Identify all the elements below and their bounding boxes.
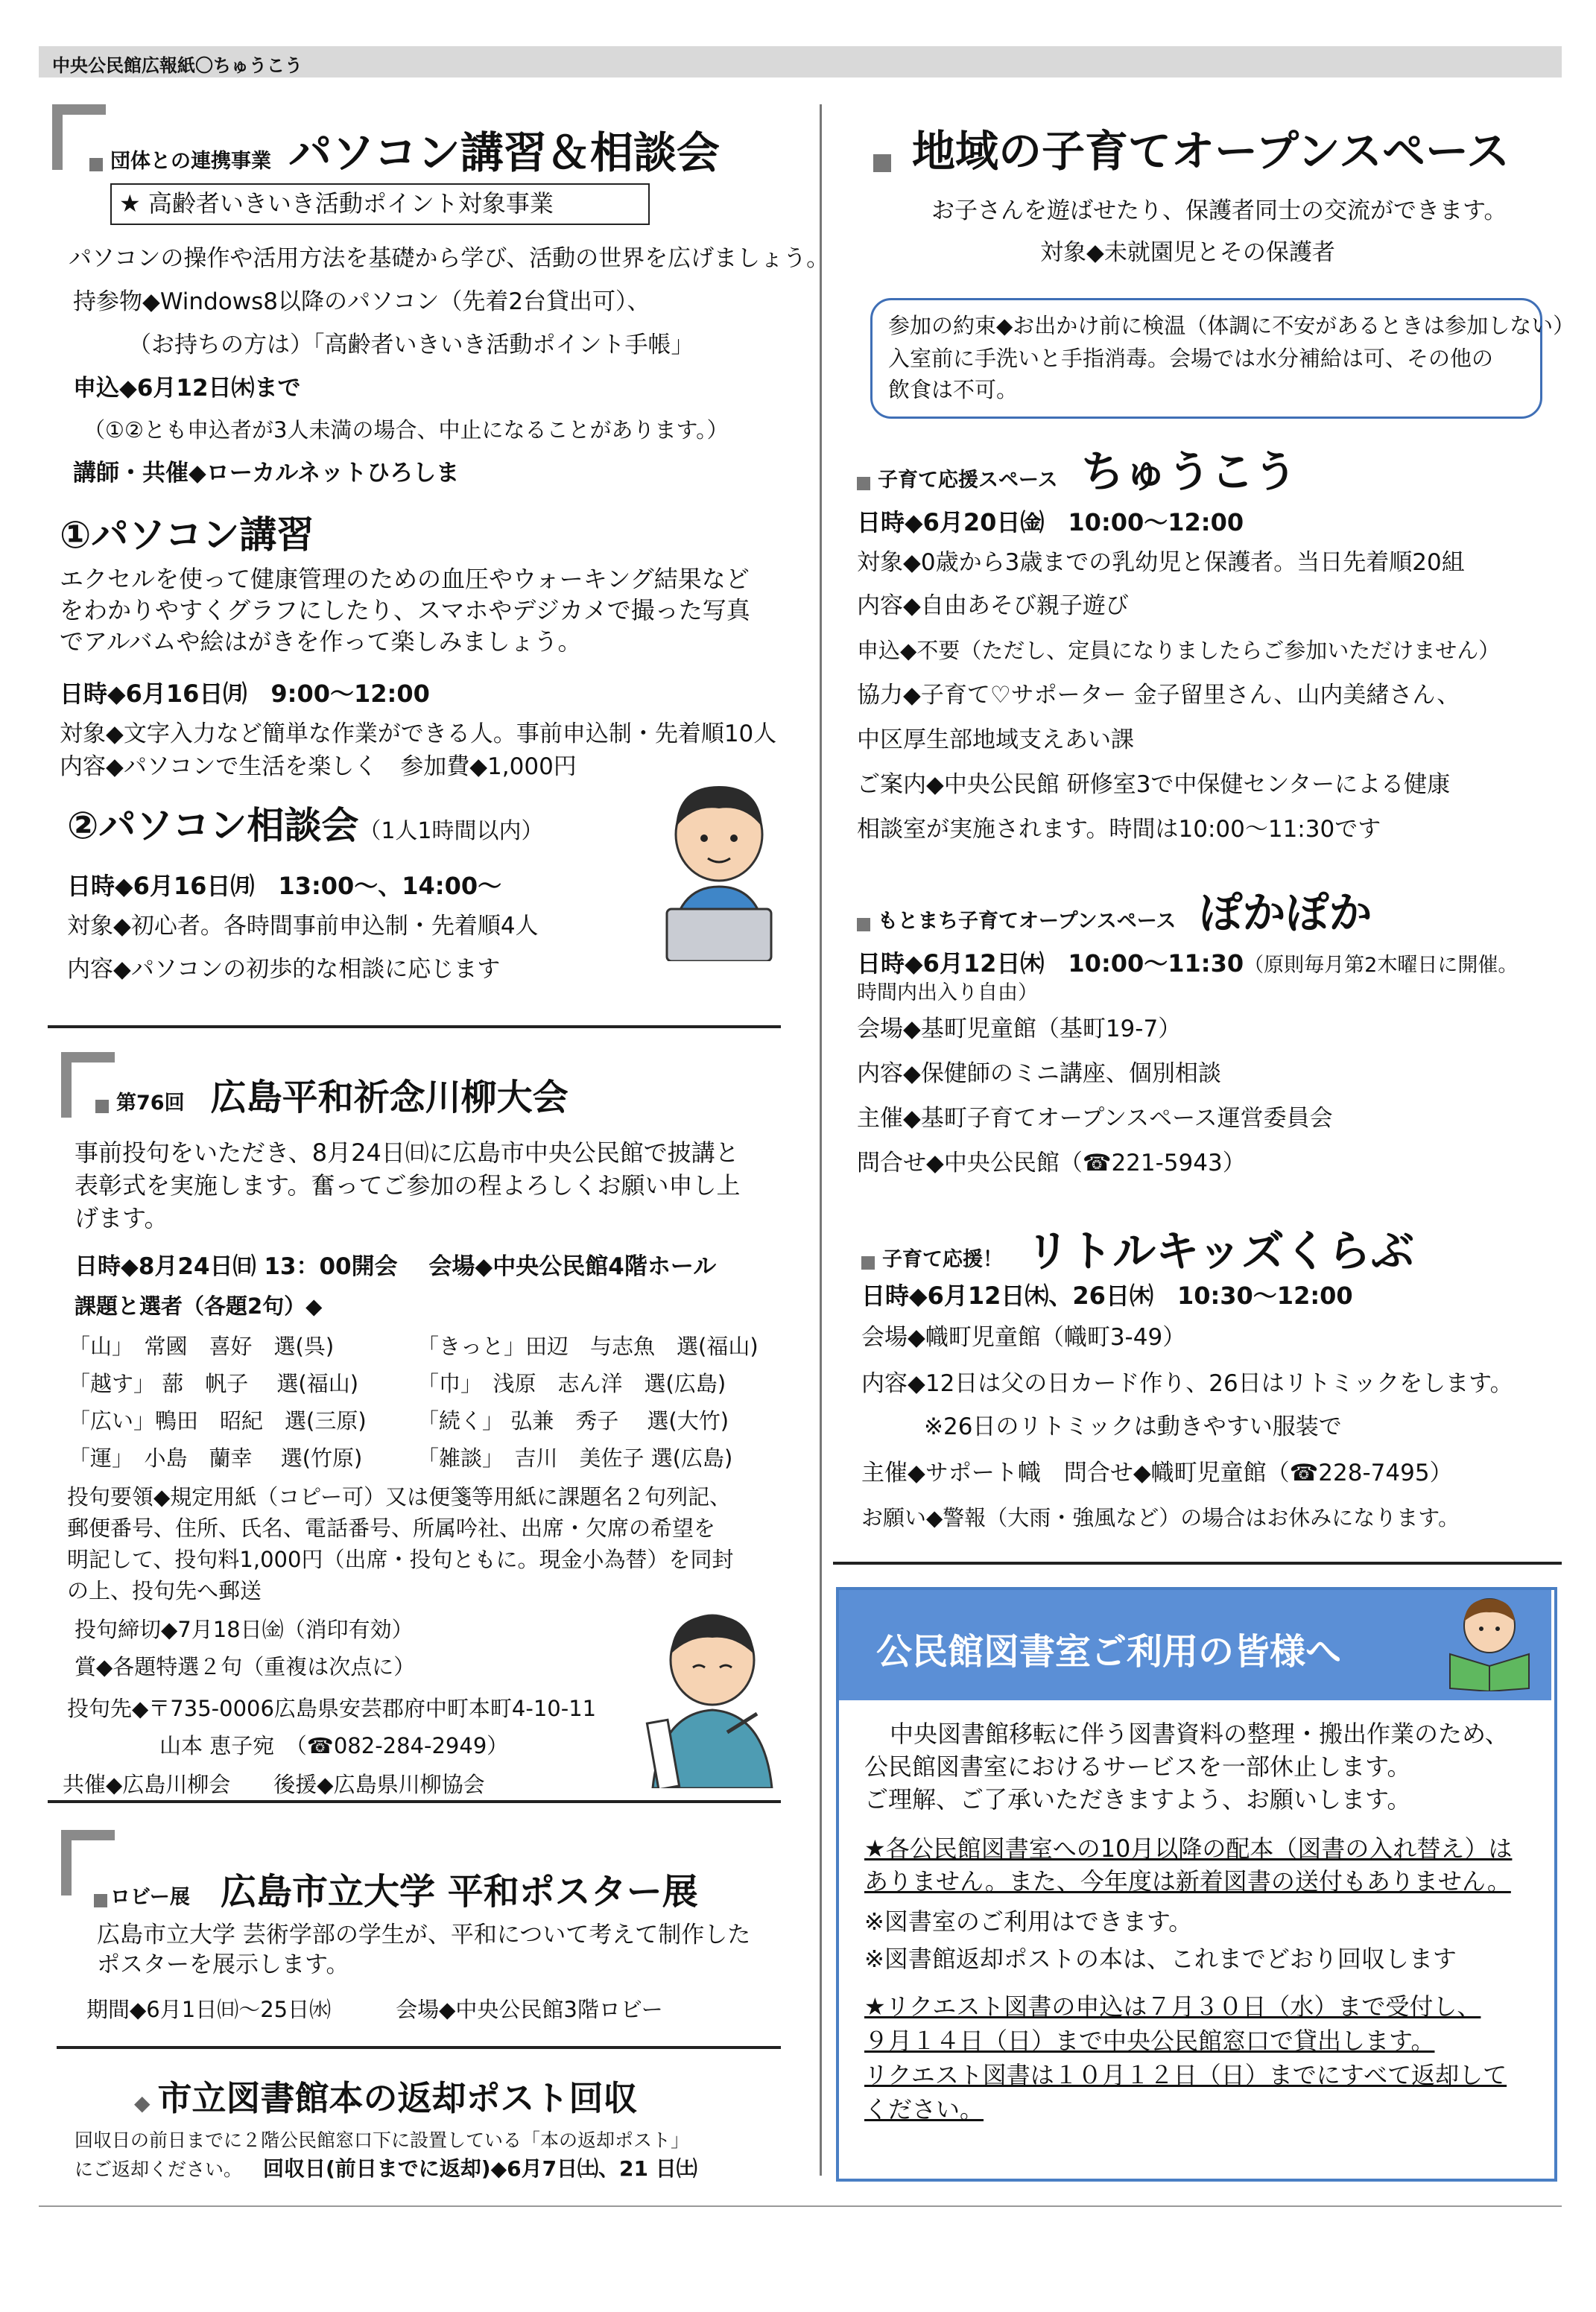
library-request3: リクエスト図書は１０月１２日（日）までにすべて返却して	[864, 2061, 1507, 2089]
square-bullet-icon	[873, 154, 891, 172]
little-heading	[861, 1216, 1414, 1279]
person-with-laptop-illustration	[656, 775, 782, 961]
library-request4: ください。	[864, 2095, 984, 2123]
pc-course1-target: 対象◆文字入力など簡単な作業ができる人。事前申込制・先着順10人	[60, 720, 777, 747]
square-bullet-icon	[94, 1894, 107, 1907]
section-rule	[57, 2046, 781, 2049]
poster-title: 広島市立大学 平和ポスター展	[221, 1871, 698, 1913]
chuko-guide2: 相談室が実施されます。時間は10:00～11:30です	[857, 816, 1381, 843]
pc-badge	[110, 183, 650, 225]
poster-desc1: 広島市立大学 芸術学部の学生が、平和について考えて制作した	[97, 1922, 751, 1948]
pc-tag: 団体との連携事業	[110, 150, 271, 173]
header-bar	[39, 46, 1562, 77]
chuko-title: ちゅうこう	[1080, 446, 1297, 497]
pc-course1-desc2: をわかりやすくグラフにしたり、スマホやデジカメで撮った写真	[60, 596, 750, 624]
square-bullet-icon	[95, 1100, 109, 1113]
returnpost-line2	[75, 2156, 697, 2182]
newsletter-title: 中央公民館広報紙〇ちゅうこう	[52, 55, 303, 76]
pokapoka-heading	[857, 878, 1372, 940]
pc-course2-content: 内容◆パソコンの初歩的な相談に応じます	[67, 956, 501, 983]
kosodate-intro1: お子さんを遊ばせたり、保護者同士の交流ができます。	[931, 197, 1507, 224]
senryu-topics-head: 課題と選者（各題2句）◆	[75, 1293, 323, 1319]
pokapoka-tag: もとまち子育てオープンスペース	[878, 910, 1177, 933]
little-host: 主催◆サポート幟 問合せ◆幟町児童館（☎228-7495）	[861, 1460, 1453, 1486]
senryu-desc2: 表彰式を実施します。奮ってご参加の程よろしくお願い申し上	[75, 1171, 741, 1200]
little-note: ※26日のリトミックは動きやすい服装で	[924, 1413, 1342, 1440]
pc-title: パソコン講習＆相談会	[288, 127, 720, 178]
pc-course2-title: ②パソコン相談会	[67, 804, 359, 847]
chuko-heading	[857, 437, 1297, 499]
pokapoka-contact: 問合せ◆中央公民館（☎221-5943）	[857, 1150, 1246, 1176]
senryu-sponsor: 共催◆広島川柳会 後援◆広島県川柳協会	[63, 1772, 485, 1797]
library-p3: ご理解、ご了承いただきますよう、お願いします。	[864, 1785, 1411, 1814]
pc-course1-date: 日時◆6月16日㈪ 9:00～12:00	[60, 680, 430, 708]
section-rule	[48, 1025, 781, 1028]
square-bullet-icon	[861, 1256, 875, 1270]
pokapoka-host: 主催◆基町子育てオープンスペース運営委員会	[857, 1105, 1333, 1132]
senryu-deadline: 投句締切◆7月18日㈮（消印有効）	[75, 1617, 414, 1642]
senryu-tag: 第76回	[116, 1092, 185, 1115]
pc-course1-content: 内容◆パソコンで生活を楽しく 参加費◆1,000円	[60, 753, 577, 780]
pc-lecturer: 講師・共催◆ローカルネットひろしま	[73, 460, 460, 487]
senryu-topic-row: 「運」 小島 蘭幸 選(竹原)	[69, 1445, 363, 1471]
senryu-rules2: 郵便番号、住所、氏名、電話番号、所属吟社、出席・欠席の希望を	[67, 1516, 716, 1541]
pc-intro: パソコンの操作や活用方法を基礎から学び、活動の世界を広げましょう。	[69, 245, 830, 272]
senryu-title: 広島平和祈念川柳大会	[210, 1077, 569, 1118]
section-corner	[61, 1052, 94, 1118]
senryu-destination2: 山本 恵子宛 （☎082-284-2949）	[159, 1733, 509, 1758]
pokapoka-venue: 会場◆基町児童館（基町19-7）	[857, 1016, 1182, 1042]
little-tag: 子育て応援！	[882, 1248, 1003, 1271]
kosodate-rule3: 飲食は不可。	[888, 377, 1019, 402]
returnpost-heading	[134, 2071, 638, 2121]
pc-course1-desc3: でアルバムや絵はがきを作って楽しみましょう。	[60, 627, 582, 656]
pc-items-1: 持参物◆Windows8以降のパソコン（先着2台貸出可）、	[73, 288, 650, 315]
library-request1: ★リクエスト図書の申込は７月３０日（水）まで受付し、	[864, 1992, 1481, 2021]
senryu-prize: 賞◆各題特選２句（重複は次点に）	[75, 1654, 416, 1679]
pc-course1-title: ①パソコン講習	[60, 513, 314, 557]
poster-heading	[94, 1863, 698, 1914]
pc-badge-text: ★ 高齢者いきいき活動ポイント対象事業	[119, 189, 554, 218]
diamond-bullet-icon: ◆	[134, 2091, 151, 2115]
kosodate-title: 地域の子育てオープンスペース	[912, 126, 1510, 177]
kosodate-heading	[873, 116, 1510, 179]
chuko-tag: 子育て応援スペース	[878, 469, 1058, 492]
returnpost-title: 市立図書館本の返却ポスト回収	[157, 2078, 638, 2118]
senryu-destination1: 投句先◆〒735-0006広島県安芸郡府中町本町4-10-11	[67, 1696, 597, 1721]
senryu-topic-row: 「雑談」 吉川 美佐子 選(広島)	[417, 1445, 733, 1471]
kosodate-rule2: 入室前に手洗いと手指消毒。会場では水分補給は可、その他の	[888, 346, 1494, 371]
section-corner	[52, 104, 85, 170]
poster-period: 期間◆6月1日㈰～25日㈬ 会場◆中央公民館3階ロビー	[86, 1997, 663, 2022]
poster-desc2: ポスターを展示します。	[97, 1951, 349, 1978]
kosodate-intro2: 対象◆未就園児とその保護者	[1040, 239, 1335, 266]
library-suspend1a: ★各公民館図書室への10月以降の配本（図書の入れ替え）は	[864, 1834, 1513, 1863]
library-suspend1b: ありません。また、今年度は新着図書の送付もありません。	[864, 1867, 1511, 1895]
section-corner	[61, 1830, 94, 1895]
chuko-target: 対象◆0歳から3歳までの乳幼児と保護者。当日先着順20組	[857, 549, 1465, 576]
pc-items-2: （お持ちの方は）「高齢者いきいき活動ポイント手帳」	[128, 332, 694, 358]
square-bullet-icon	[857, 477, 870, 490]
senryu-desc3: げます。	[75, 1204, 168, 1232]
chuko-apply: 申込◆不要（ただし、定員になりましたらご参加いただけません）	[857, 638, 1501, 663]
pokapoka-date: 日時◆6月12日㈭ 10:00～11:30	[857, 949, 1244, 978]
little-title: リトルキッズくらぶ	[1026, 1226, 1414, 1276]
section-rule	[48, 1800, 781, 1803]
little-request: お願い◆警報（大雨・強風など）の場合はお休みになります。	[861, 1505, 1460, 1530]
pc-course2-note: （1人1時間以内）	[358, 818, 544, 844]
pc-course2-target: 対象◆初心者。各時間事前申込制・先着順4人	[67, 913, 539, 940]
returnpost-line2-text: にご返却ください。	[75, 2159, 243, 2180]
pc-course1-desc1: エクセルを使って健康管理のための血圧やウォーキング結果など	[60, 565, 750, 593]
chuko-coop1: 協力◆子育て♡サポーター 金子留里さん、山内美緒さん、	[857, 682, 1460, 709]
library-title: 公民館図書室ご利用の皆様へ	[876, 1631, 1342, 1673]
pokapoka-content: 内容◆保健師のミニ講座、個別相談	[857, 1060, 1221, 1087]
chuko-date: 日時◆6月20日㈮ 10:00～12:00	[857, 508, 1244, 536]
little-venue: 会場◆幟町児童館（幟町3-49）	[861, 1324, 1186, 1351]
returnpost-line1: 回収日の前日までに２階公民館窓口下に設置している「本の返却ポスト」	[75, 2129, 690, 2151]
poster-tag: ロビー展	[110, 1886, 190, 1909]
senryu-desc1: 事前投句をいただき、8月24日㈰に広島市中央公民館で披講と	[75, 1138, 739, 1167]
library-request2: ９月１４日（日）まで中央公民館窓口で貸出します。	[864, 2027, 1435, 2055]
chuko-guide1: ご案内◆中央公民館 研修室3で中保健センターによる健康	[857, 771, 1451, 798]
child-reading-book-illustration	[1443, 1594, 1536, 1691]
senryu-topic-row: 「続く」 弘兼 秀子 選(大竹)	[417, 1408, 729, 1434]
library-note1: ※図書室のご利用はできます。	[864, 1907, 1193, 1936]
page-bottom-rule	[39, 2205, 1562, 2207]
pc-course2-heading	[67, 796, 544, 849]
kosodate-rule1: 参加の約束◆お出かけ前に検温（体調に不安があるときは参加しない）	[888, 313, 1575, 338]
senryu-heading	[95, 1068, 569, 1120]
pokapoka-date-note2: 時間内出入り自由）	[857, 981, 1038, 1004]
pc-apply-note: （①②とも申込者が3人未満の場合、中止になることがあります。）	[83, 417, 729, 443]
poet-with-brush-illustration	[638, 1602, 779, 1788]
pokapoka-date-line	[857, 945, 1518, 981]
senryu-topic-row: 「巾」 浅原 志ん洋 選(広島)	[417, 1371, 726, 1396]
senryu-topic-row: 「広い」鴨田 昭紀 選(三原)	[69, 1408, 367, 1434]
pc-course2-date: 日時◆6月16日㈪ 13:00～、14:00～	[67, 872, 502, 900]
library-p1: 中央図書館移転に伴う図書資料の整理・搬出作業のため、	[890, 1720, 1509, 1748]
library-note2: ※図書館返却ポストの本は、これまでどおり回収します	[864, 1945, 1457, 1973]
square-bullet-icon	[89, 158, 103, 171]
section-rule	[833, 1562, 1562, 1565]
library-p2: 公民館図書室におけるサービスを一部休止します。	[864, 1752, 1411, 1781]
chuko-coop2: 中区厚生部地域支えあい課	[857, 726, 1134, 753]
square-bullet-icon	[857, 918, 870, 931]
senryu-rules3: 明記して、投句料1,000円（出席・投句ともに。現金小為替）を同封	[67, 1547, 734, 1572]
pokapoka-title: ぽかぽか	[1199, 887, 1372, 938]
senryu-rules1: 投句要領◆規定用紙（コピー可）又は便箋等用紙に課題名２句列記、	[67, 1484, 732, 1510]
pokapoka-date-note: （原則毎月第2木曜日に開催。	[1244, 954, 1519, 977]
senryu-date: 日時◆8月24日㈰ 13：00開会 会場◆中央公民館4階ホール	[75, 1253, 717, 1280]
senryu-topic-row: 「越す」 蔀 帆子 選(福山)	[69, 1371, 359, 1396]
pc-heading	[89, 118, 720, 180]
senryu-rules4: の上、投句先へ郵送	[67, 1578, 262, 1603]
senryu-topic-row: 「山」 常國 喜好 選(呉)	[69, 1334, 335, 1359]
chuko-content: 内容◆自由あそび親子遊び	[857, 592, 1129, 619]
little-date: 日時◆6月12日㈭、26日㈭ 10:30～12:00	[861, 1282, 1353, 1310]
pc-apply: 申込◆6月12日㈭まで	[73, 375, 301, 402]
returnpost-dates: 回収日(前日までに返却)◆6月7日㈯、21 日㈯	[262, 2156, 697, 2181]
column-divider	[820, 104, 822, 2176]
senryu-topic-row: 「きっと」田辺 与志魚 選(福山)	[417, 1334, 759, 1359]
little-content: 内容◆12日は父の日カード作り、26日はリトミックをします。	[861, 1370, 1513, 1397]
